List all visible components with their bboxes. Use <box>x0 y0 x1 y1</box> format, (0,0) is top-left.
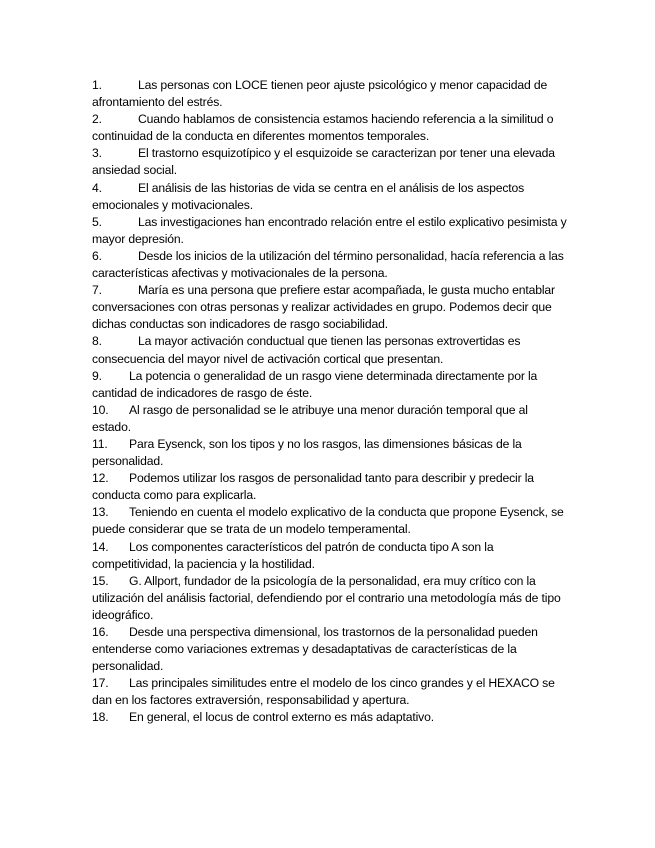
item-text: Las personas con LOCE tienen peor ajuste psicológico y menor capacidad de afrontamiento del estrés. <box>92 78 548 110</box>
list-item <box>92 470 567 504</box>
list-item <box>92 539 567 573</box>
item-text: Desde una perspectiva dimensional, los trastornos de la personalidad pueden entenderse como variaciones extremas y desadaptativas de características de la personalidad. <box>92 625 538 674</box>
list-item <box>92 675 567 709</box>
item-text: El análisis de las historias de vida se centra en el análisis de los aspectos emocionales y motivacionales. <box>92 180 525 212</box>
list-item <box>92 214 567 248</box>
item-number: 1. <box>92 78 102 92</box>
item-text: G. Allport, fundador de la psicología de la personalidad, era muy crítico con la utilización del análisis factorial, defendiendo por el contrario una metodología más de tipo ideográfico. <box>92 573 561 622</box>
item-number: 15. <box>92 573 109 588</box>
item-number: 13. <box>92 505 109 520</box>
item-number: 18. <box>92 710 109 725</box>
item-text: Los componentes característicos del patrón de conducta tipo A son la competitividad, la paciencia y la hostilidad. <box>92 539 494 571</box>
item-number: 7. <box>92 283 102 298</box>
item-number: 3. <box>92 146 102 161</box>
item-text: Para Eysenck, son los tipos y no los rasgos, las dimensiones básicas de la personalidad. <box>92 436 522 469</box>
item-text: La mayor activación conductual que tienen las personas extrovertidas es consecuencia del mayor nivel de activación cortical que presentan. <box>92 334 521 366</box>
list-item <box>92 145 567 179</box>
item-number: 8. <box>92 334 102 349</box>
list-item <box>92 368 567 402</box>
item-number: 14. <box>92 539 109 554</box>
item-number: 5. <box>92 214 102 229</box>
list-item <box>92 709 567 726</box>
item-number: 9. <box>92 368 102 383</box>
list-item <box>92 282 567 333</box>
item-text: Al rasgo de personalidad se le atribuye una menor duración temporal que al estado. <box>92 402 528 434</box>
item-number: 4. <box>92 180 102 195</box>
list-item <box>92 504 567 538</box>
list-item <box>92 180 567 214</box>
item-number: 12. <box>92 471 109 486</box>
list-item <box>92 77 567 111</box>
list-item <box>92 436 567 470</box>
list-item <box>92 248 567 282</box>
item-text: El trastorno esquizotípico y el esquizoide se caracterizan por tener una elevada ansiedad social. <box>92 146 555 178</box>
item-number: 17. <box>92 676 109 691</box>
item-text: Desde los inicios de la utilización del término personalidad, hacía referencia a las características afectivas y motivacionales de la persona. <box>92 248 564 281</box>
item-text: Cuando hablamos de consistencia estamos haciendo referencia a la similitud o continuidad de la conducta en diferentes momentos temporales. <box>92 112 554 144</box>
item-text: Las principales similitudes entre el modelo de los cinco grandes y el HEXACO se dan en los factores extraversión, responsabilidad y apertura. <box>92 676 555 708</box>
item-text: Las investigaciones han encontrado relación entre el estilo explicativo pesimista y mayor depresión. <box>92 214 567 246</box>
item-text: Podemos utilizar los rasgos de personalidad tanto para describir y predecir la conducta como para explicarla. <box>92 471 534 503</box>
item-number: 16. <box>92 625 109 639</box>
list-item <box>92 573 567 624</box>
item-number: 10. <box>92 402 109 417</box>
item-number: 2. <box>92 112 102 127</box>
item-text: La potencia o generalidad de un rasgo viene determinada directamente por la cantidad de indicadores de rasgo de éste. <box>92 368 538 400</box>
item-number: 6. <box>92 248 102 263</box>
list-item <box>92 402 567 436</box>
statement-list <box>92 77 567 727</box>
list-item <box>92 111 567 145</box>
item-number: 11. <box>92 436 108 451</box>
list-item <box>92 333 567 367</box>
item-text: En general, el locus de control externo es más adaptativo. <box>129 710 434 725</box>
item-text: Teniendo en cuenta el modelo explicativo de la conducta que propone Eysenck, se puede considerar que se trata de un modelo temperamental. <box>92 505 564 537</box>
list-item <box>92 624 567 675</box>
item-text: María es una persona que prefiere estar acompañada, le gusta mucho entablar conversaciones con otras personas y realizar actividades en grupo. Podemos decir que dichas conductas son indicadores de rasgo sociabilidad. <box>92 283 555 332</box>
